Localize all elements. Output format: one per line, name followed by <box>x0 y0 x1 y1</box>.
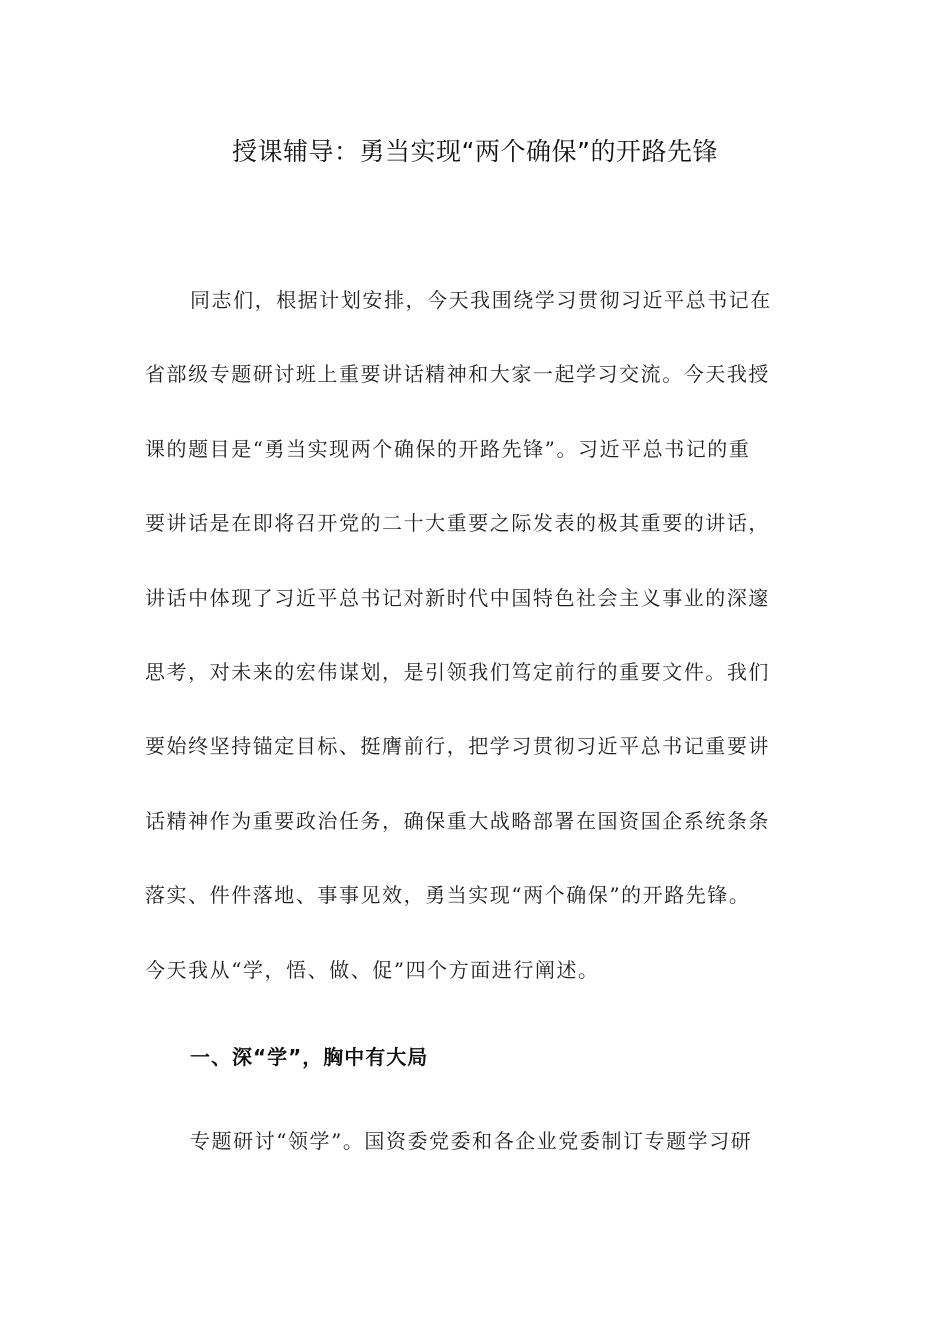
text-line: 思考，对未来的宏伟谋划，是引领我们笃定前行的重要文件。我们 <box>145 659 770 684</box>
text-line: 要讲话是在即将召开党的二十大重要之际发表的极其重要的讲话， <box>145 511 770 536</box>
section-heading-1: 一、深“学”，胸中有大局 <box>190 1045 429 1069</box>
text-line: 要始终坚持锚定目标、挺膺前行，把学习贯彻习近平总书记重要讲 <box>145 734 770 759</box>
text-line: 省部级专题研讨班上重要讲话精神和大家一起学习交流。今天我授 <box>145 362 770 387</box>
text-line: 同志们，根据计划安排，今天我围绕学习贯彻习近平总书记在 <box>190 288 772 312</box>
text-line: 专题研讨“领学”。国资委党委和各企业党委制订专题学习研 <box>190 1129 753 1153</box>
document-title: 授课辅导：勇当实现“两个确保”的开路先锋 <box>232 137 718 166</box>
text-line: 话精神作为重要政治任务，确保重大战略部署在国资国企系统条条 <box>145 808 770 833</box>
paragraph-section-1 <box>145 1104 795 1178</box>
text-line: 讲话中体现了习近平总书记对新时代中国特色社会主义事业的深邃 <box>145 585 770 610</box>
text-line: 课的题目是“勇当实现两个确保的开路先锋”。习近平总书记的重 <box>145 436 751 461</box>
paragraph-intro <box>145 263 795 1007</box>
text-line: 落实、件件落地、事事见效，勇当实现“两个确保”的开路先锋。 <box>145 883 751 908</box>
text-line: 今天我从“学，悟、做、促”四个方面进行阐述。 <box>145 957 600 982</box>
